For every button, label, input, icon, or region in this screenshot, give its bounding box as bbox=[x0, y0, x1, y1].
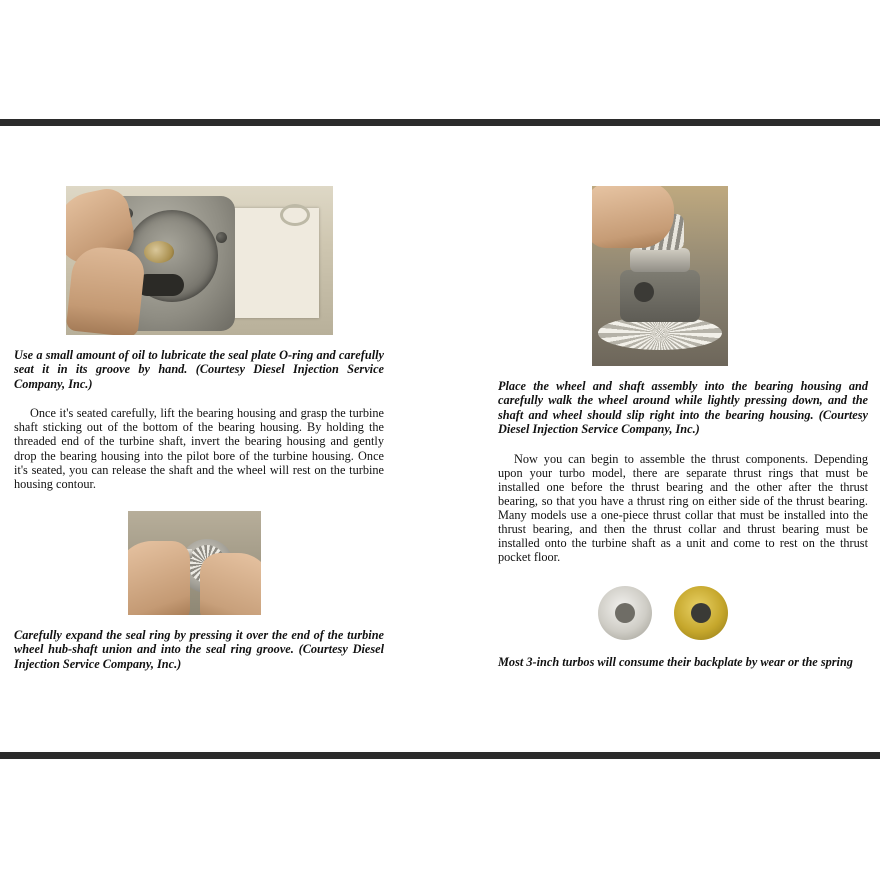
thrust-ring-steel bbox=[598, 586, 652, 640]
spacer bbox=[498, 564, 868, 584]
figure-1-caption: Use a small amount of oil to lubricate the seal plate O-ring and carefully seat it in its groove by hand. (Courtesy Diesel Injection Service Company, Inc.) bbox=[14, 348, 384, 391]
figure-4-caption: Most 3-inch turbos will consume their backplate by wear or the spring bbox=[498, 655, 853, 670]
thrust-rings-photo bbox=[590, 584, 746, 642]
o-ring bbox=[280, 204, 310, 226]
two-column-body bbox=[0, 186, 880, 671]
left-body-paragraph: Once it's seated carefully, lift the bearing housing and grasp the turbine shaft sticking out of the bottom of the bearing housing. By holding the threaded end of the turbine shaft, invert the bearing housing and gently drop the bearing housing into the pilot bore of the turbine housing. Once it's seated, you can release the shaft and the wheel will rest on the turbine housing contour. bbox=[14, 406, 384, 491]
spacer bbox=[498, 437, 868, 452]
wheel-shaft-assembly-photo bbox=[592, 186, 728, 366]
hand-placing-wheel bbox=[592, 186, 674, 248]
bearing-housing bbox=[620, 270, 700, 322]
hand-left bbox=[128, 541, 190, 615]
thrust-collar bbox=[630, 248, 690, 272]
seal-plate-oil-photo bbox=[66, 186, 333, 335]
hand-right bbox=[200, 553, 261, 615]
right-column bbox=[498, 186, 868, 671]
figure-2-caption: Carefully expand the seal ring by pressing it over the end of the turbine wheel hub-shaft union and into the seal ring groove. (Courtesy Diesel Injection Service Company, Inc.) bbox=[14, 627, 384, 671]
seal-ring-expand-photo bbox=[128, 511, 261, 615]
figure-3-caption: Place the wheel and shaft assembly into the bearing housing and carefully walk the wheel around while lightly pressing down, and the shaft and wheel should slip right into the bearing housing. (Courtesy Diesel Injection Service Company, Inc.) bbox=[498, 379, 868, 437]
spacer bbox=[14, 391, 384, 406]
left-column bbox=[14, 186, 384, 671]
bottom-divider-rule bbox=[0, 752, 880, 759]
top-divider-rule bbox=[0, 119, 880, 126]
bolt-hole-icon bbox=[216, 232, 227, 243]
brass-hub bbox=[144, 241, 174, 263]
right-body-paragraph: Now you can begin to assemble the thrust components. Depending upon your turbo model, there are separate thrust rings that must be installed one before the thrust bearing and the other after the thrust bearing, so that you have a thrust ring on either side of the thrust bearing. Many models use a one-piece thrust collar that must be installed into the thrust bearing, and then the thrust collar and thrust bearing must be installed onto the turbine shaft as a unit and come to rest on the thrust pocket floor. bbox=[498, 451, 868, 565]
thrust-ring-bronze bbox=[674, 586, 728, 640]
spacer bbox=[14, 491, 384, 511]
hand-lower bbox=[66, 244, 146, 335]
